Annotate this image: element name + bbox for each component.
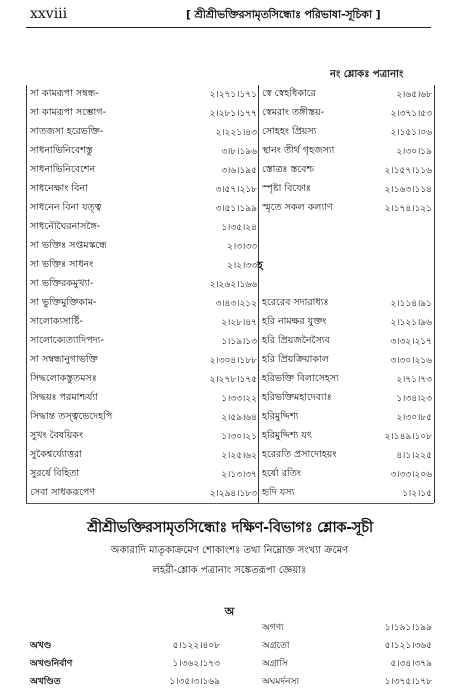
grid-line	[258, 85, 259, 503]
section-letter-a: অ	[224, 605, 235, 618]
grid-line	[26, 503, 434, 504]
left-entry: সাতজসা হরেভক্তি-	[30, 126, 104, 137]
left-entry: সাধনাভিনিবেশস্তু	[30, 145, 93, 156]
table-row	[0, 446, 459, 465]
right-entry: স্পৃষ্টা বিফোঃ	[262, 183, 311, 194]
right-ref: ৩।৩০।২১৬	[390, 356, 432, 366]
right-entry: স্বে স্বেহধিকারে	[262, 88, 316, 99]
left-entry: সাধনেক্ষাং বিনা	[30, 183, 88, 194]
right-ref: ২।১৬৩।১১৪	[384, 185, 432, 195]
table-row	[0, 351, 459, 370]
right-ref: ১।৩৪।২৩	[396, 394, 432, 404]
left-ref: ২।২৬২।১৬৬	[209, 280, 257, 290]
left-ref: ১।৩০।২১	[221, 432, 257, 442]
left-entry: সালোক্যেত্যাদিপদ্য-	[30, 335, 104, 346]
table-row	[0, 619, 459, 637]
left-entry: সুখং বৈষয়িকং	[30, 430, 84, 441]
left-entry: সা কামরূপা সম্ভোগ-	[30, 107, 106, 118]
table-row	[0, 218, 459, 237]
right-entry: অগণ্য	[262, 623, 284, 633]
left-ref: ২।২৭৮।১৭৫	[209, 375, 257, 385]
right-entry: হরি নামক্ষর যুক্তং	[262, 316, 327, 327]
left-entry: সা ভক্তিরকমুখ্যা-	[30, 278, 94, 289]
left-entry: সেবা সাধকরূপেণ	[30, 487, 96, 498]
left-entry: সা কামরূপা সম্বন্ধ-	[30, 88, 99, 99]
right-ref: ২।৩৭১।৫৩	[390, 109, 432, 119]
left-entry: সুকৈশ্বর্য্যোত্তরা	[30, 449, 82, 460]
left-ref: ৩।৪৩।২১২	[215, 299, 257, 309]
table-row	[0, 199, 459, 218]
table-row	[0, 275, 459, 294]
table-row	[0, 655, 459, 673]
table-row	[0, 237, 459, 256]
right-ref: ২।১৪৯।১০৮	[384, 432, 432, 442]
right-ref: ২।১৭৪।১২১	[384, 204, 432, 214]
right-entry: হরেরেব সদারাধ্যঃ	[262, 297, 329, 308]
table-row	[0, 673, 459, 691]
right-ref: ২।৬৫।৬৮	[396, 90, 432, 100]
left-entry: সাধনাভিনিবেশেন	[30, 164, 96, 175]
table-row	[0, 180, 459, 199]
right-ref: ১।৩৭৫।১৭৮	[384, 677, 432, 687]
table-row	[0, 370, 459, 389]
left-ref: ২।৩০৪।১৮৮	[209, 356, 257, 366]
left-ref: ১।৩৩।২২	[221, 394, 257, 404]
table-row	[0, 161, 459, 180]
table-row	[0, 332, 459, 351]
right-entry: হরিভক্তি বিলাসেহস্য	[262, 373, 339, 384]
right-entry: হরেরতি প্রসাদোহয়ং	[262, 449, 337, 460]
section-subtitle: অকারাদি মাতৃকাক্রমেণ শোকাংশঃ তথা নিম্নোক্ত সংখ্যা ক্রমেণ	[110, 545, 349, 556]
left-entry: সিদ্ধয়ঃ পরমাশ্চর্য্যা	[30, 392, 98, 403]
table-row	[0, 142, 459, 161]
right-entry: সোহহং প্রিয়স্য	[262, 126, 317, 137]
right-ref: ১।১৯১।১৯৯	[384, 623, 432, 633]
left-ref: ৫।১২২।৪০৮	[172, 641, 220, 651]
left-ref: ৩।৮।১৯৬	[221, 147, 257, 157]
left-ref: ২।২২১।৪৩	[215, 128, 257, 138]
right-entry: অগ্রাসি	[262, 659, 288, 669]
right-entry: স্থানং তীর্থ গৃহজস্যা	[262, 145, 335, 156]
header-rule	[26, 27, 431, 28]
left-entry: সা ভক্তিঃ সাধনং	[30, 259, 94, 270]
table-row	[0, 427, 459, 446]
right-entry: হর্ষো রতিং	[262, 468, 301, 479]
table-row	[0, 104, 459, 123]
left-entry: অখণ্ডনির্বাণ	[30, 659, 73, 669]
left-entry: সা ভুক্তিমুক্তিকাম-	[30, 297, 97, 308]
left-ref: ২।২৮।৪৭	[221, 318, 257, 328]
left-entry: অখণ্ড	[30, 641, 52, 651]
right-ref: ৫।১২১।৩৬৫	[384, 641, 432, 651]
right-ref: ২।৩০।৮৫	[396, 413, 432, 423]
grid-line	[434, 85, 435, 503]
right-entry: স্তোত্রঃ স্তবেশ্চ	[262, 164, 314, 175]
table-row	[0, 85, 459, 104]
left-ref: ২।১৩।৩৭	[221, 470, 257, 480]
left-entry: সালোক্যসার্ষ্টি-	[30, 316, 83, 327]
right-entry: হরিমুদ্দিশ্য	[262, 411, 299, 422]
right-entry: অঘমর্দনস্য	[262, 677, 300, 687]
right-entry: হরিভক্তিমহাদেব্যাঃ	[262, 392, 332, 403]
left-ref: ২।২৮১।১৭৭	[209, 109, 257, 119]
section-subtitle-2: লহরী-শ্লোক পত্রানাং সঙ্কেতরূপা জ্ঞেয়াঃ	[152, 565, 307, 576]
left-ref: ২।৫৯।৬৪	[221, 413, 257, 423]
table-row	[0, 637, 459, 655]
right-entry: হরিমুদ্দিশ্য যৎ	[262, 430, 312, 441]
left-entry: সা ভক্তিঃ সপ্তমস্কন্ধে	[30, 240, 107, 251]
right-ref: ৪।১।২২৫	[396, 451, 432, 461]
right-ref: ১।২।১৫	[402, 489, 432, 499]
right-ref: ৫।৩৪।৩৭৯	[390, 659, 432, 669]
right-ref: ২।১১৪।৯১	[390, 299, 432, 309]
table-row	[0, 294, 459, 313]
verse-index-table	[0, 619, 459, 691]
right-ref: ২।১৫১।০৬	[390, 128, 432, 138]
left-ref: ৩।৬।১৯৫	[221, 166, 257, 176]
table-row	[0, 389, 459, 408]
left-ref: ৩।৫১।১৯৯	[215, 204, 257, 214]
left-entry: সিদ্ধান্ত তস্ত্বভেদেহপি	[30, 411, 113, 422]
right-entry: হরি প্রিয়জনৈস্যৈব	[262, 335, 330, 346]
right-entry: স্মৃতে সকল কল্যাণ	[262, 202, 333, 213]
right-ref: ২।১২১।৯৬	[390, 318, 432, 328]
left-entry: সুরর্ষে বিহিতা	[30, 468, 80, 479]
section-title: শ্রীশ্রীভক্তিরসামৃতসিন্ধোঃ দক্ষিণ-বিভাগঃ শ্লোক-সূচী	[87, 520, 373, 536]
section-letter-h: হ	[257, 259, 263, 272]
grid-line	[26, 85, 27, 503]
left-entry: সিদ্ধলোকস্তুতমসঃ	[30, 373, 97, 384]
page-number: xxviii	[30, 6, 68, 22]
right-ref: ২।৭১।৭৩	[396, 375, 432, 385]
right-ref: ২।৩০।১৯	[396, 147, 432, 157]
right-entry: হৃদি যস্য	[262, 487, 295, 498]
left-ref: ২।২৯৪।১৮৩	[209, 489, 257, 499]
right-ref: ৩।৩২।২১৭	[390, 337, 432, 347]
left-entry: সাধনৌঘৈরনাসঙ্গৈ-	[30, 221, 101, 232]
left-entry: অখণ্ডিত	[30, 677, 61, 687]
table-row	[0, 484, 459, 503]
left-ref: ২।২।৩৩	[227, 261, 257, 271]
right-entry: অগ্রতো	[262, 641, 290, 651]
left-ref: ২।৩।৩৩	[227, 242, 257, 252]
right-entry: হরি প্রিয়ক্রিয়াকাল	[262, 354, 329, 365]
left-entry: সাধনেন বিনা যত্ত্ব	[30, 202, 102, 213]
right-ref: ২।১৫৭।১১৬	[384, 166, 432, 176]
left-ref: ১।৩৬২।১৭৩	[172, 659, 220, 669]
table-row	[0, 313, 459, 332]
right-entry: স্বেমরাং তঙ্গীস্তয়-	[262, 107, 325, 118]
table-row	[0, 123, 459, 142]
table-row	[0, 465, 459, 484]
left-ref: ১।১৯।১৩	[221, 337, 257, 347]
table-row	[0, 408, 459, 427]
page-title: [ শ্রীশ্রীভক্তিরসামৃতসিন্ধোঃ পরিভাষা-সূচিকা ]	[186, 8, 381, 21]
left-ref: ৩।৫৭।২১৮	[215, 185, 257, 195]
table-row	[0, 256, 459, 275]
left-ref: ১।৩৫।২৪	[221, 223, 257, 233]
index-table	[0, 85, 459, 503]
left-ref: ১।৩৫।৩।১৬৯	[169, 677, 220, 687]
left-ref: ২।২৭১।১৭১	[209, 90, 257, 100]
column-header: নং শ্লোকঃ পত্রানাং	[330, 69, 404, 80]
left-ref: ২।২৫।৬২	[221, 451, 257, 461]
right-ref: ৩।৩৩।২০৬	[390, 470, 432, 480]
left-entry: সা সম্বন্ধানুগাভক্তি	[30, 354, 98, 365]
